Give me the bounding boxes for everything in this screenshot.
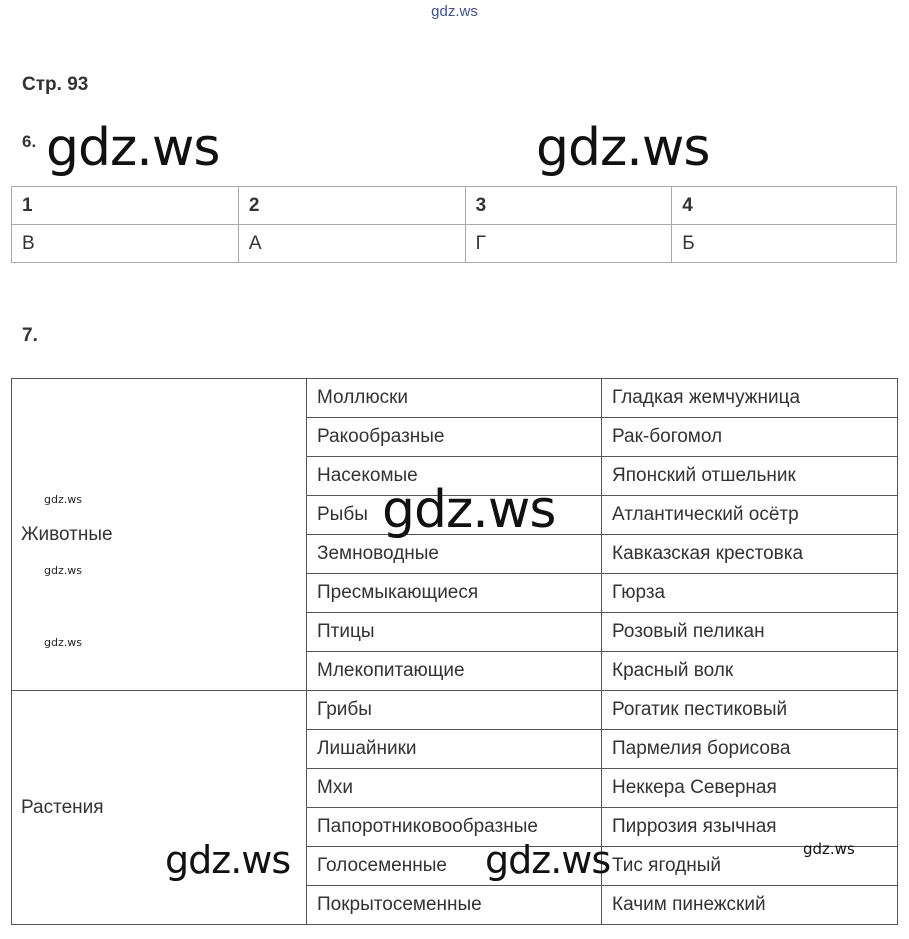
watermark: gdz.ws: [382, 480, 556, 540]
watermark: gdz.ws: [44, 564, 82, 577]
group-cell: Грибы: [307, 691, 602, 730]
page-number: Стр. 93: [22, 74, 89, 95]
group-cell: Земноводные: [307, 535, 602, 574]
group-cell: Мхи: [307, 769, 602, 808]
group-cell: Голосеменные: [307, 847, 602, 886]
group-cell: Ракообразные: [307, 418, 602, 457]
watermark: gdz.ws: [44, 636, 82, 649]
table-cell: Г: [465, 225, 672, 263]
species-cell: Кавказская крестовка: [602, 535, 898, 574]
group-cell: Птицы: [307, 613, 602, 652]
species-cell: Атлантический осётр: [602, 496, 898, 535]
group-cell: Моллюски: [307, 379, 602, 418]
table-row: [12, 379, 898, 418]
species-cell: Рогатик пестиковый: [602, 691, 898, 730]
species-cell: Тис ягодный: [602, 847, 898, 886]
watermark: gdz.ws: [46, 118, 220, 178]
group-cell: Лишайники: [307, 730, 602, 769]
species-cell: Неккера Северная: [602, 769, 898, 808]
watermark: gdz.ws: [44, 493, 82, 506]
species-cell: Пиррозия язычная: [602, 808, 898, 847]
table-cell: А: [238, 225, 465, 263]
species-cell: Качим пинежский: [602, 886, 898, 925]
table-cell: В: [12, 225, 239, 263]
group-cell: Насекомые: [307, 457, 602, 496]
table-cell: 3: [465, 187, 672, 225]
task-7-classification-table: [11, 378, 898, 925]
task-6-answer-table: [11, 186, 897, 263]
group-cell: Рыбы: [307, 496, 602, 535]
species-cell: Розовый пеликан: [602, 613, 898, 652]
category-cell: Растения: [12, 691, 307, 925]
table-cell: 4: [672, 187, 897, 225]
species-cell: Гюрза: [602, 574, 898, 613]
top-watermark: gdz.ws: [431, 3, 478, 20]
group-cell: Папоротниковообразные: [307, 808, 602, 847]
species-cell: Красный волк: [602, 652, 898, 691]
table-cell: 2: [238, 187, 465, 225]
table-row: [12, 691, 898, 730]
species-cell: Японский отшельник: [602, 457, 898, 496]
table-row: [12, 187, 897, 225]
species-cell: Рак-богомол: [602, 418, 898, 457]
task-7-number: 7.: [22, 325, 38, 346]
group-cell: Пресмыкающиеся: [307, 574, 602, 613]
species-cell: Гладкая жемчужница: [602, 379, 898, 418]
table-cell: 1: [12, 187, 239, 225]
table-row: [12, 225, 897, 263]
category-cell: Животные: [12, 379, 307, 691]
watermark: gdz.ws: [803, 840, 855, 858]
group-cell: Покрытосеменные: [307, 886, 602, 925]
watermark: gdz.ws: [485, 838, 611, 882]
watermark: gdz.ws: [165, 838, 291, 882]
task-6-number: 6.: [22, 132, 37, 151]
watermark: gdz.ws: [536, 118, 710, 178]
group-cell: Млекопитающие: [307, 652, 602, 691]
table-cell: Б: [672, 225, 897, 263]
species-cell: Пармелия борисова: [602, 730, 898, 769]
